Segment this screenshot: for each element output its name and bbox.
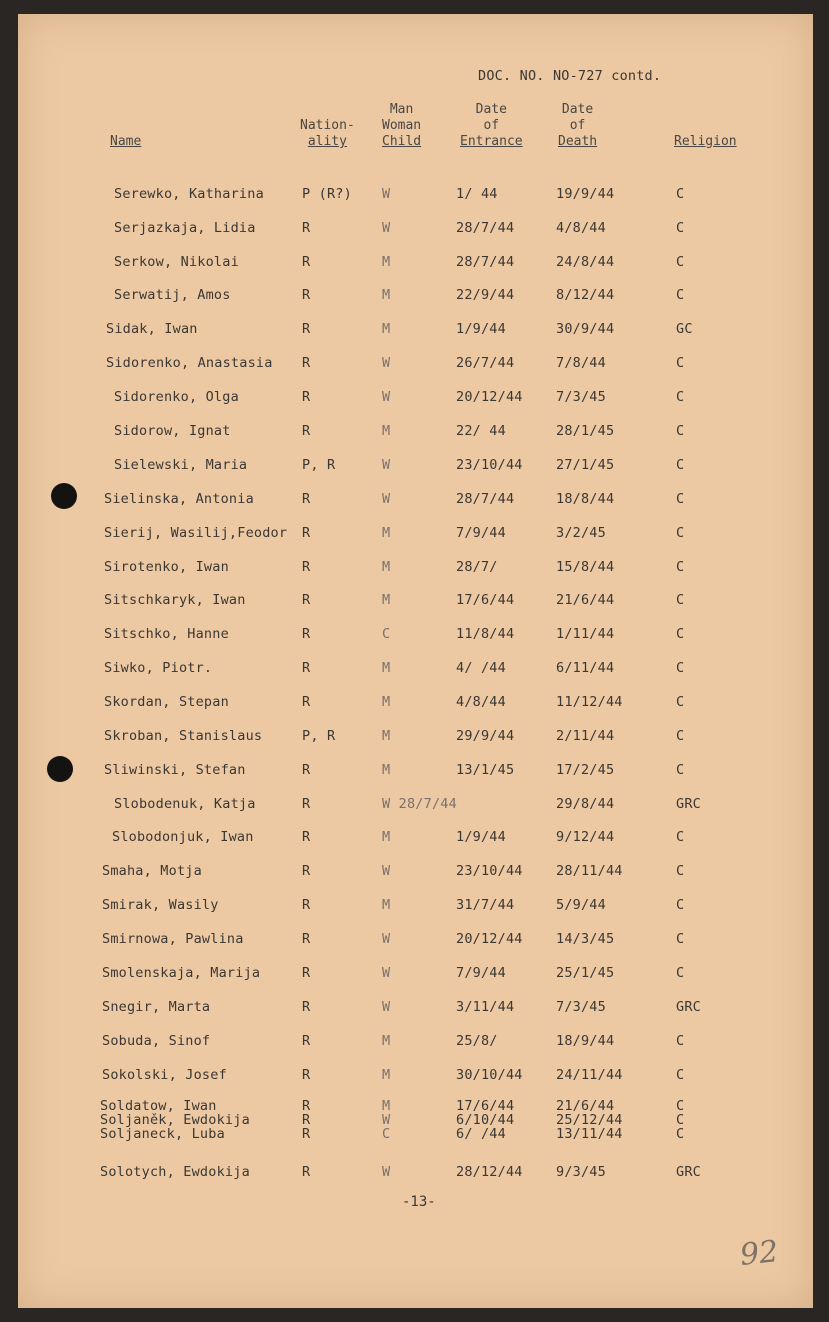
row-sex: W <box>382 999 391 1015</box>
row-name: Slobodonjuk, Iwan <box>112 829 254 845</box>
row-name: Sidorow, Ignat <box>114 423 231 439</box>
row-sex: W <box>382 389 391 405</box>
row-date-entrance: 25/8/ <box>456 1033 498 1049</box>
row-nationality: P, R <box>302 728 336 744</box>
row-sex: W <box>382 931 391 947</box>
handwritten-folio-number: 92 <box>738 1234 780 1273</box>
row-nationality: R <box>302 559 311 575</box>
row-date-entrance: 7/9/44 <box>456 525 506 541</box>
row-sex: M <box>382 321 391 337</box>
row-sex: C <box>382 1126 391 1142</box>
row-sex: W <box>382 355 391 371</box>
row-date-death: 30/9/44 <box>556 321 615 337</box>
row-sex: M <box>382 423 391 439</box>
header-religion: Religion <box>674 134 737 149</box>
row-nationality: R <box>302 1164 311 1180</box>
row-nationality: R <box>302 931 311 947</box>
row-date-death: 3/2/45 <box>556 525 606 541</box>
row-date-entrance: 20/12/44 <box>456 931 523 947</box>
row-date-death: 28/11/44 <box>556 863 623 879</box>
row-date-death: 15/8/44 <box>556 559 615 575</box>
row-date-entrance: 28/7/44 <box>456 220 515 236</box>
row-sex: M <box>382 1033 391 1049</box>
row-date-death: 17/2/45 <box>556 762 615 778</box>
row-date-death: 7/3/45 <box>556 389 606 405</box>
document-page <box>18 14 813 1308</box>
row-sex: M <box>382 694 391 710</box>
row-name: Smaha, Motja <box>102 863 202 879</box>
row-date-death: 5/9/44 <box>556 897 606 913</box>
row-date-death: 18/9/44 <box>556 1033 615 1049</box>
row-date-death: 7/8/44 <box>556 355 606 371</box>
row-date-death: 28/1/45 <box>556 423 615 439</box>
row-name: Sirotenko, Iwan <box>104 559 229 575</box>
row-nationality: R <box>302 525 311 541</box>
row-religion: C <box>676 626 685 642</box>
row-sex: M <box>382 829 391 845</box>
row-nationality: R <box>302 389 311 405</box>
row-sex: M <box>382 762 391 778</box>
row-sex: W <box>382 186 391 202</box>
row-religion: C <box>676 897 685 913</box>
row-date-entrance: 23/10/44 <box>456 863 523 879</box>
row-date-entrance: 28/7/ <box>456 559 498 575</box>
row-sex: M <box>382 525 391 541</box>
row-nationality: R <box>302 762 311 778</box>
row-date-death: 18/8/44 <box>556 491 615 507</box>
row-sex: W <box>382 491 391 507</box>
row-sex: M <box>382 1067 391 1083</box>
row-sex: W <box>382 1112 391 1128</box>
row-nationality: R <box>302 694 311 710</box>
row-name: Sidorenko, Anastasia <box>106 355 273 371</box>
row-date-entrance: 4/8/44 <box>456 694 506 710</box>
row-name: Soldatow, Iwan <box>100 1098 217 1114</box>
row-date-entrance: 13/1/45 <box>456 762 515 778</box>
row-sex: M <box>382 1098 391 1114</box>
row-sex: C <box>382 626 391 642</box>
row-nationality: R <box>302 863 311 879</box>
row-religion: C <box>676 694 685 710</box>
row-name: Serwatij, Amos <box>114 287 231 303</box>
row-date-death: 25/1/45 <box>556 965 615 981</box>
row-name: Sitschkaryk, Iwan <box>104 592 246 608</box>
row-religion: C <box>676 1098 685 1114</box>
header-nationality: Nation- ality <box>300 118 355 149</box>
row-religion: C <box>676 592 685 608</box>
row-religion: C <box>676 355 685 371</box>
row-sex: M <box>382 592 391 608</box>
row-religion: C <box>676 1112 685 1128</box>
row-religion: C <box>676 660 685 676</box>
row-sex: M <box>382 287 391 303</box>
row-date-death: 8/12/44 <box>556 287 615 303</box>
row-date-death: 7/3/45 <box>556 999 606 1015</box>
row-nationality: R <box>302 660 311 676</box>
row-date-entrance: 28/7/44 <box>456 254 515 270</box>
header-entrance: Date of Entrance <box>460 102 523 149</box>
row-date-entrance: 30/10/44 <box>456 1067 523 1083</box>
row-religion: C <box>676 1033 685 1049</box>
row-religion: GRC <box>676 999 701 1015</box>
header-death: Date of Death <box>558 102 598 149</box>
row-date-entrance: 1/9/44 <box>456 829 506 845</box>
row-religion: C <box>676 287 685 303</box>
row-religion: C <box>676 965 685 981</box>
row-name: Sokolski, Josef <box>102 1067 227 1083</box>
row-nationality: R <box>302 829 311 845</box>
row-religion: C <box>676 389 685 405</box>
row-religion: GC <box>676 321 693 337</box>
row-date-entrance: 22/ 44 <box>456 423 506 439</box>
row-religion: C <box>676 491 685 507</box>
row-sex: M <box>382 660 391 676</box>
row-nationality: R <box>302 1067 311 1083</box>
row-nationality: R <box>302 999 311 1015</box>
row-nationality: R <box>302 1098 311 1114</box>
row-nationality: R <box>302 321 311 337</box>
row-name: Siwko, Piotr. <box>104 660 213 676</box>
row-name: Snegir, Marta <box>102 999 211 1015</box>
row-name: Smirnowa, Pawlina <box>102 931 244 947</box>
row-name: Solotych, Ewdokija <box>100 1164 250 1180</box>
row-nationality: P (R?) <box>302 186 352 202</box>
row-religion: C <box>676 457 685 473</box>
row-nationality: R <box>302 626 311 642</box>
doc-reference: DOC. NO. NO-727 contd. <box>478 68 662 84</box>
row-nationality: R <box>302 1033 311 1049</box>
row-nationality: R <box>302 965 311 981</box>
row-name: Smirak, Wasily <box>102 897 219 913</box>
row-nationality: R <box>302 220 311 236</box>
row-date-entrance: 26/7/44 <box>456 355 515 371</box>
row-name: Slobodenuk, Katja <box>114 796 256 812</box>
row-name: Sitschko, Hanne <box>104 626 229 642</box>
row-date-death: 2/11/44 <box>556 728 615 744</box>
row-name: Sidak, Iwan <box>106 321 198 337</box>
row-sex: M <box>382 728 391 744</box>
row-sex: W <box>382 1164 391 1180</box>
row-religion: C <box>676 1067 685 1083</box>
row-nationality: R <box>302 1112 311 1128</box>
row-date-entrance: 28/7/44 <box>456 491 515 507</box>
row-nationality: R <box>302 796 311 812</box>
row-date-entrance: 28/12/44 <box>456 1164 523 1180</box>
row-sex: M <box>382 559 391 575</box>
row-nationality: R <box>302 1126 311 1142</box>
row-religion: C <box>676 728 685 744</box>
row-date-entrance: 1/9/44 <box>456 321 506 337</box>
punch-hole <box>51 483 77 509</box>
row-date-entrance: 1/ 44 <box>456 186 498 202</box>
row-date-entrance: 7/9/44 <box>456 965 506 981</box>
row-date-death: 19/9/44 <box>556 186 615 202</box>
row-religion: C <box>676 254 685 270</box>
row-date-death: 29/8/44 <box>556 796 615 812</box>
row-religion: C <box>676 1126 685 1142</box>
row-nationality: R <box>302 592 311 608</box>
row-religion: GRC <box>676 1164 701 1180</box>
row-date-death: 4/8/44 <box>556 220 606 236</box>
row-name: Sliwinski, Stefan <box>104 762 246 778</box>
row-name: Soljaneck, Luba <box>100 1126 225 1142</box>
row-date-entrance: 23/10/44 <box>456 457 523 473</box>
row-religion: C <box>676 186 685 202</box>
row-date-death: 13/11/44 <box>556 1126 623 1142</box>
row-sex: W <box>382 965 391 981</box>
row-date-entrance: 17/6/44 <box>456 592 515 608</box>
row-name: Serkow, Nikolai <box>114 254 239 270</box>
row-date-death: 25/12/44 <box>556 1112 623 1128</box>
row-date-entrance: 11/8/44 <box>456 626 515 642</box>
row-name: Sidorenko, Olga <box>114 389 239 405</box>
row-nationality: R <box>302 491 311 507</box>
row-date-entrance: 31/7/44 <box>456 897 515 913</box>
punch-hole <box>47 756 73 782</box>
row-sex: M <box>382 254 391 270</box>
row-date-entrance: 6/ /44 <box>456 1126 506 1142</box>
row-date-death: 11/12/44 <box>556 694 623 710</box>
row-sex: W <box>382 863 391 879</box>
row-nationality: R <box>302 287 311 303</box>
row-religion: C <box>676 559 685 575</box>
row-name: Sierij, Wasilij,Feodor <box>104 525 288 541</box>
row-nationality: R <box>302 897 311 913</box>
row-religion: C <box>676 423 685 439</box>
row-name: Serewko, Katharina <box>114 186 264 202</box>
row-date-death: 27/1/45 <box>556 457 615 473</box>
row-religion: GRC <box>676 796 701 812</box>
row-date-entrance: 6/10/44 <box>456 1112 515 1128</box>
row-date-death: 21/6/44 <box>556 592 615 608</box>
row-date-death: 21/6/44 <box>556 1098 615 1114</box>
row-nationality: R <box>302 423 311 439</box>
row-date-entrance: 4/ /44 <box>456 660 506 676</box>
row-religion: C <box>676 829 685 845</box>
row-religion: C <box>676 931 685 947</box>
row-date-death: 14/3/45 <box>556 931 615 947</box>
row-nationality: R <box>302 254 311 270</box>
row-religion: C <box>676 525 685 541</box>
row-date-death: 24/11/44 <box>556 1067 623 1083</box>
row-name: Skroban, Stanislaus <box>104 728 263 744</box>
row-date-death: 6/11/44 <box>556 660 615 676</box>
row-sex: M <box>382 897 391 913</box>
row-name: Sielinska, Antonia <box>104 491 254 507</box>
row-religion: C <box>676 863 685 879</box>
row-date-entrance: 17/6/44 <box>456 1098 515 1114</box>
row-religion: C <box>676 220 685 236</box>
row-name: Sielewski, Maria <box>114 457 248 473</box>
row-name: Smolenskaja, Marija <box>102 965 261 981</box>
row-date-entrance: 22/9/44 <box>456 287 515 303</box>
row-nationality: R <box>302 355 311 371</box>
row-name: Soljaněk, Ewdokija <box>100 1112 250 1128</box>
row-date-entrance: 29/9/44 <box>456 728 515 744</box>
header-name: Name <box>110 134 142 149</box>
page-number: -13- <box>402 1194 436 1210</box>
row-date-death: 1/11/44 <box>556 626 615 642</box>
row-sex: W <box>382 220 391 236</box>
row-date-death: 9/12/44 <box>556 829 615 845</box>
row-date-entrance: 3/11/44 <box>456 999 515 1015</box>
row-sex: W <box>382 457 391 473</box>
row-name: Sobuda, Sinof <box>102 1033 211 1049</box>
row-name: Serjazkaja, Lidia <box>114 220 256 236</box>
row-nationality: P, R <box>302 457 336 473</box>
row-date-entrance: 20/12/44 <box>456 389 523 405</box>
row-date-death: 24/8/44 <box>556 254 615 270</box>
row-religion: C <box>676 762 685 778</box>
row-name: Skordan, Stepan <box>104 694 229 710</box>
row-date-death: 9/3/45 <box>556 1164 606 1180</box>
header-sex: Man Woman Child <box>382 102 422 149</box>
row-sex: W 28/7/44 <box>382 796 457 812</box>
